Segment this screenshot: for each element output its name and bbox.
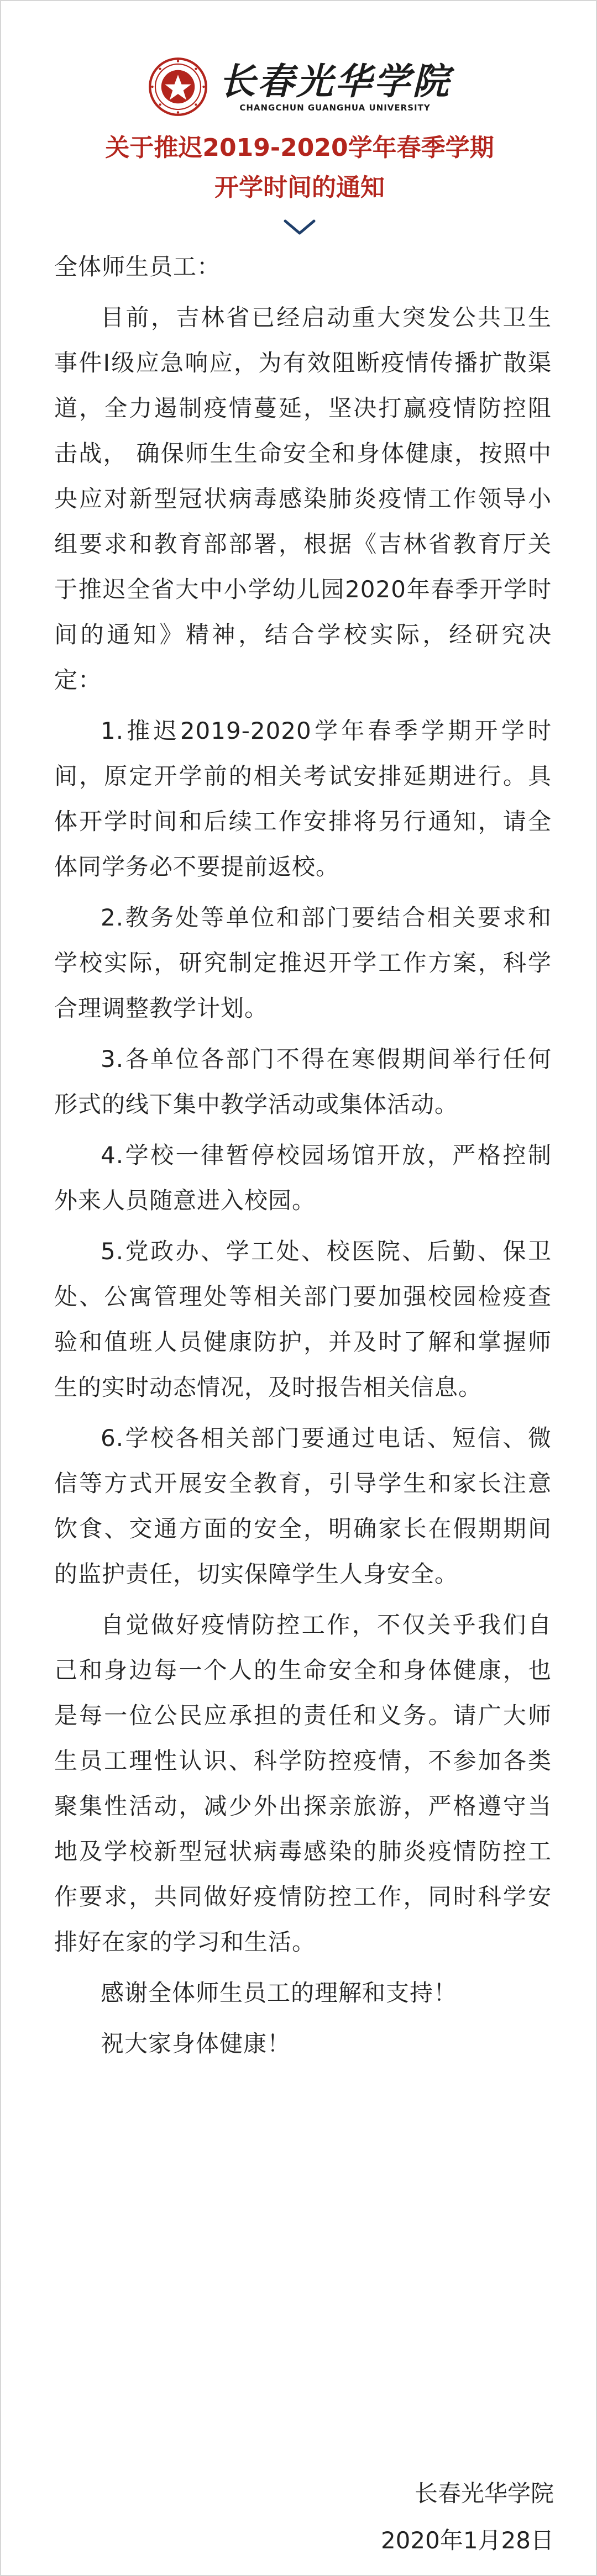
school-name-cn: 长春光华学院 [219, 60, 451, 103]
chevron-down-icon [283, 218, 316, 236]
signature-date: 2020年1月28日 [380, 2527, 554, 2554]
signature-org: 长春光华学院 [414, 2480, 554, 2507]
wish-line: 祝大家身体健康！ [101, 2030, 291, 2057]
school-seal-icon [148, 57, 208, 117]
notice-title-line2: 开学时间的通知 [214, 174, 385, 202]
notice-body [54, 244, 552, 2072]
notice-title [1, 128, 597, 208]
decision-item-1: 1.推迟2019-2020学年春季学期开学时间，原定开学前的相关考试安排延期进行。具体开学时间和后续工作安排将另行通知，请全体同学务必不要提前返校。 [54, 717, 552, 880]
school-name-en: CHANGCHUN GUANGHUA UNIVERSITY [239, 103, 431, 113]
notice-title-line1: 关于推迟2019-2020学年春季学期 [105, 134, 494, 162]
thanks-line: 感谢全体师生员工的理解和支持！ [101, 1979, 458, 2006]
decision-item-6: 6.学校各相关部门要通过电话、短信、微信等方式开展安全教育，引导学生和家长注意饮食、交通方面的安全，明确家长在假期期间的监护责任，切实保障学生人身安全。 [54, 1424, 552, 1587]
intro-paragraph: 目前，吉林省已经启动重大突发公共卫生事件I级应急响应，为有效阻断疫情传播扩散渠道，全力遏制疫情蔓延，坚决打赢疫情防控阻击战， 确保师生生命安全和身体健康，按照中央应对新型冠状病毒感染肺炎疫情工作领导小组要求和教育部部署，根据《吉林省教育厅关于推迟全省大中小学幼儿园2020年春季开学时间的通知》精神，结合学校实际，经研究决定： [54, 304, 552, 693]
greeting: 全体师生员工： [54, 253, 221, 280]
decision-item-5: 5.党政办、学工处、校医院、后勤、保卫处、公寓管理处等相关部门要加强校园检疫查验和值班人员健康防护，并及时了解和掌握师生的实时动态情况，及时报告相关信息。 [54, 1238, 552, 1401]
decision-item-3: 3.各单位各部门不得在寒假期间举行任何形式的线下集中教学活动或集体活动。 [54, 1045, 552, 1118]
decision-item-2: 2.教务处等单位和部门要结合相关要求和学校实际，研究制定推迟开学工作方案，科学合理调整教学计划。 [54, 904, 552, 1022]
decision-item-4: 4.学校一律暂停校园场馆开放，严格控制外来人员随意进入校园。 [54, 1142, 552, 1214]
closing-paragraph: 自觉做好疫情防控工作，不仅关乎我们自己和身边每一个人的生命安全和身体健康，也是每一位公民应承担的责任和义务。请广大师生员工理性认识、科学防控疫情，不参加各类聚集性活动，减少外出探亲旅游，严格遵守当地及学校新型冠状病毒感染的肺炎疫情防控工作要求，共同做好疫情防控工作，同时科学安排好在家的学习和生活。 [54, 1611, 552, 1955]
school-logo [1, 56, 597, 117]
